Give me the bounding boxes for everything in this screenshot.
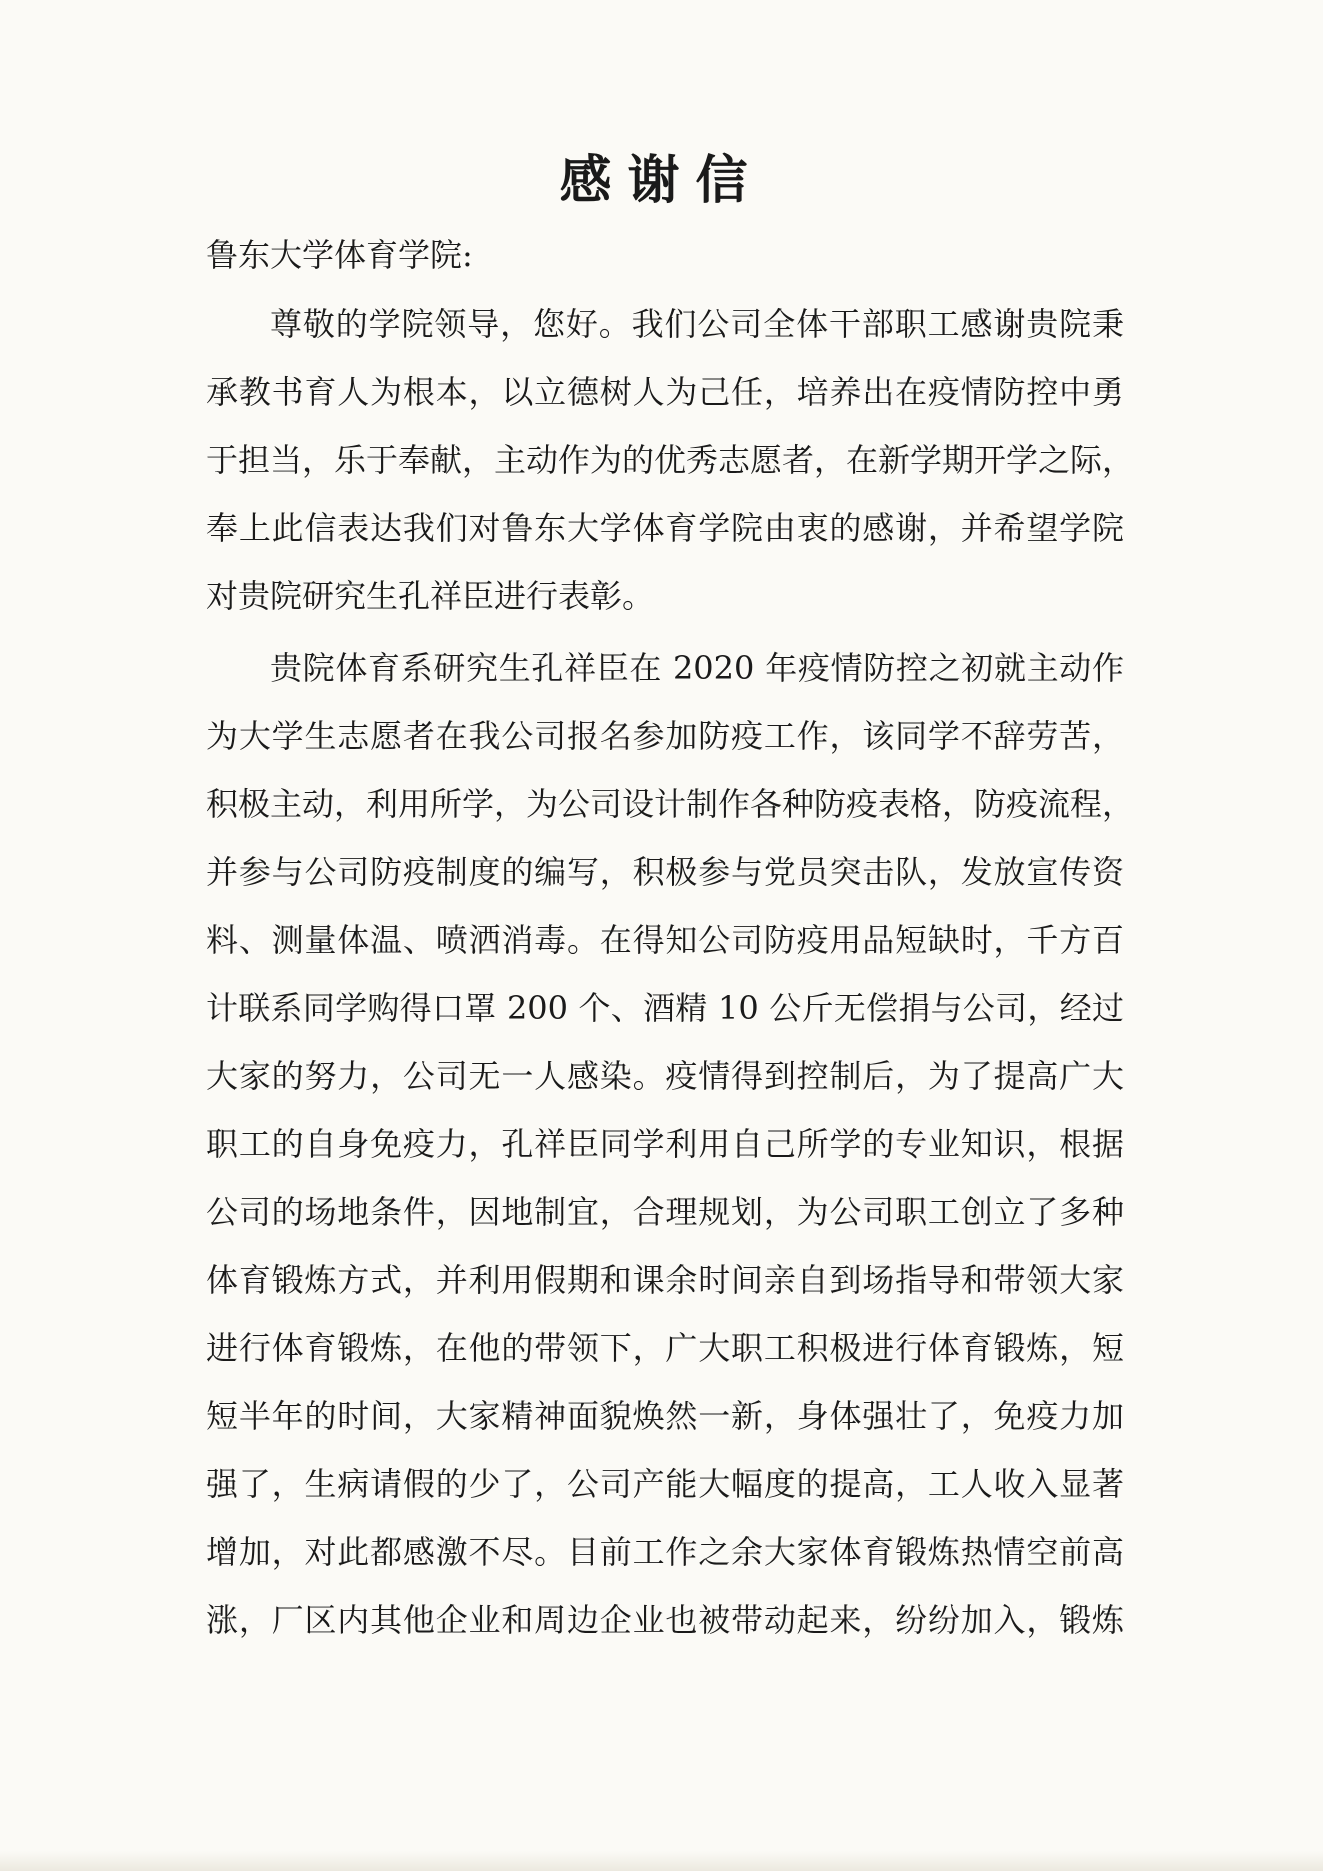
paragraph-2-line: 进行体育锻炼，在他的带领下，广大职工积极进行体育锻炼，短 <box>206 1329 1124 1367</box>
paragraph-1 <box>206 290 1135 630</box>
paragraph-2-line: 并参与公司防疫制度的编写，积极参与党员突击队，发放宣传资 <box>206 853 1124 891</box>
paragraph-2-line: 料、测量体温、喷洒消毒。在得知公司防疫用品短缺时，千方百 <box>206 921 1124 959</box>
paragraph-1-line: 于担当，乐于奉献，主动作为的优秀志愿者，在新学期开学之际， <box>206 441 1135 479</box>
paragraph-2 <box>206 634 1135 1654</box>
paragraph-1-line: 奉上此信表达我们对鲁东大学体育学院由衷的感谢，并希望学院 <box>206 509 1124 547</box>
paragraph-1-line: 承教书育人为根本，以立德树人为己任，培养出在疫情防控中勇 <box>206 373 1124 411</box>
paragraph-2-line: 职工的自身免疫力，孔祥臣同学利用自己所学的专业知识，根据 <box>206 1125 1124 1163</box>
paragraph-2-line: 大家的努力，公司无一人感染。疫情得到控制后，为了提高广大 <box>206 1057 1124 1095</box>
paragraph-1-line: 对贵院研究生孔祥臣进行表彰。 <box>206 577 655 615</box>
letter-title: 感谢信 <box>559 150 764 211</box>
paragraph-2-line: 增加，对此都感激不尽。目前工作之余大家体育锻炼热情空前高 <box>206 1533 1124 1571</box>
paragraph-2-line: 涨，厂区内其他企业和周边企业也被带动起来，纷纷加入，锻炼 <box>206 1601 1124 1639</box>
paragraph-2-line: 强了，生病请假的少了，公司产能大幅度的提高，工人收入显著 <box>206 1465 1124 1503</box>
paragraph-2-line: 公司的场地条件，因地制宜，合理规划，为公司职工创立了多种 <box>206 1193 1124 1231</box>
paragraph-1-line: 尊敬的学院领导，您好。我们公司全体干部职工感谢贵院秉 <box>270 305 1124 343</box>
scan-bottom-edge <box>0 1851 1323 1871</box>
paragraph-2-line: 贵院体育系研究生孔祥臣在 2020 年疫情防控之初就主动作 <box>270 649 1124 687</box>
paragraph-2-line: 积极主动，利用所学，为公司设计制作各种防疫表格，防疫流程， <box>206 785 1135 823</box>
paragraph-2-line: 短半年的时间，大家精神面貌焕然一新，身体强壮了，免疫力加 <box>206 1397 1124 1435</box>
paragraph-2-line: 计联系同学购得口罩 200 个、酒精 10 公斤无偿捐与公司，经过 <box>206 989 1124 1027</box>
paragraph-2-line: 为大学生志愿者在我公司报名参加防疫工作，该同学不辞劳苦， <box>206 717 1124 755</box>
paragraph-2-line: 体育锻炼方式，并利用假期和课余时间亲自到场指导和带领大家 <box>206 1261 1124 1299</box>
letter-salutation: 鲁东大学体育学院: <box>206 236 473 274</box>
